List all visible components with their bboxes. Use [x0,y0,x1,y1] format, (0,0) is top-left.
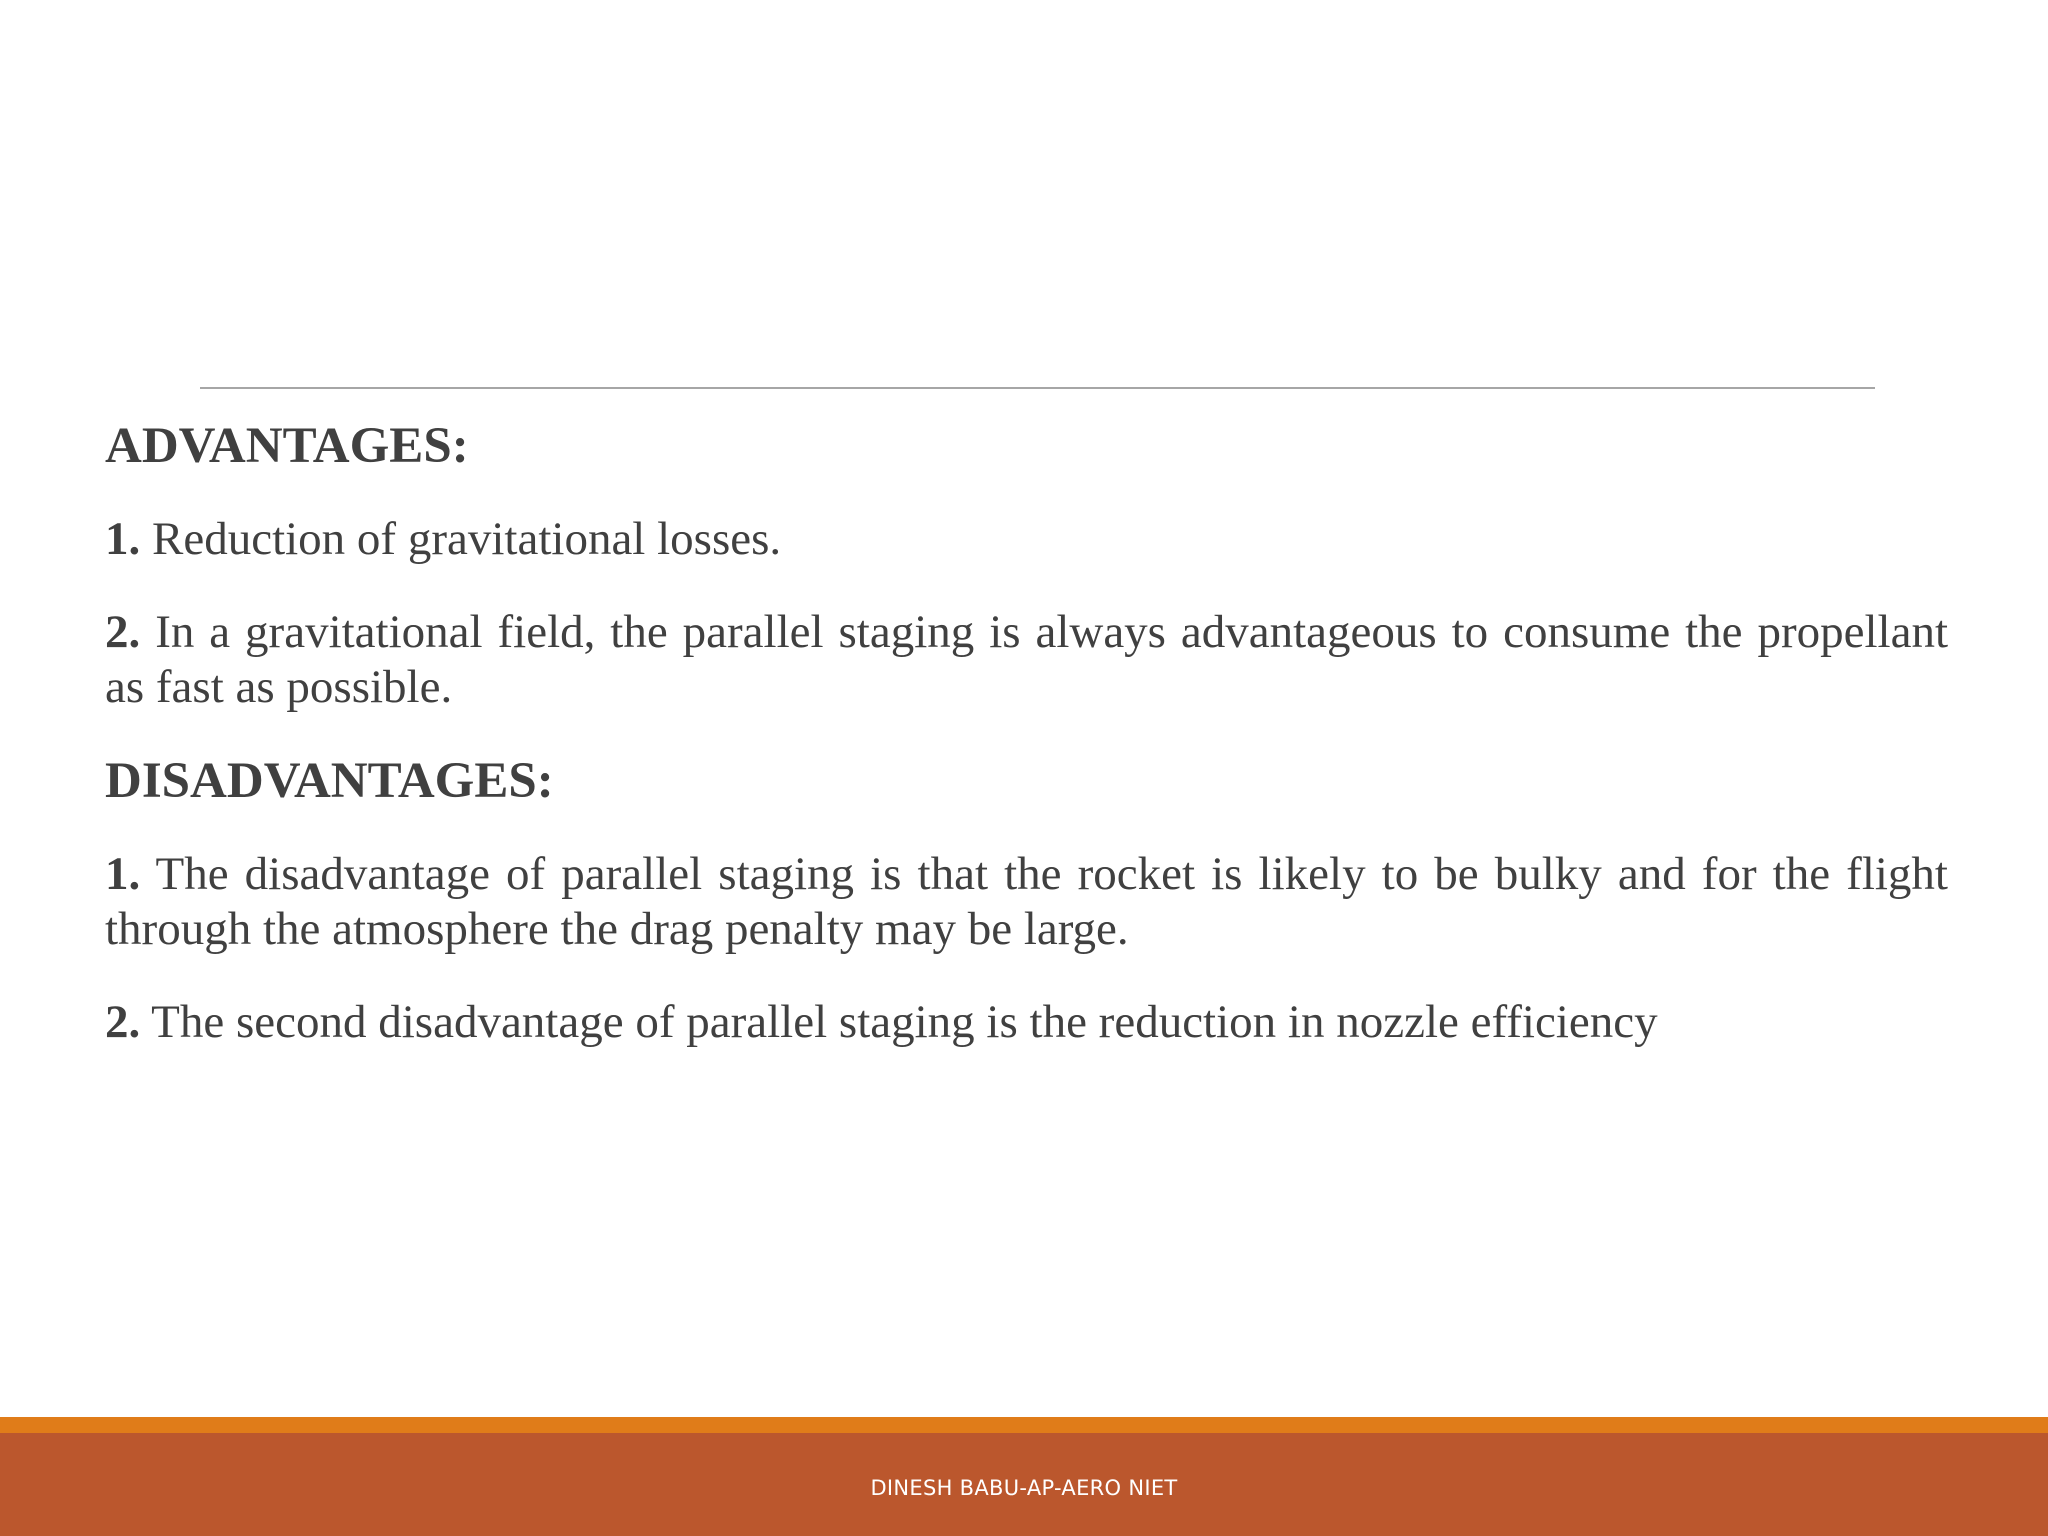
disadvantage-item-2-text: The second disadvantage of parallel staging is the reduction in nozzle efficiency [151,996,1658,1049]
disadvantage-item-1-number: 1. [105,848,141,901]
advantage-item-2 [105,605,1948,715]
footer-author-text: DINESH BABU-AP-AERO NIET [870,1476,1178,1500]
advantage-item-2-number: 2. [105,606,141,659]
disadvantage-item-2-number: 2. [105,996,141,1049]
advantage-item-2-text: In a gravitational field, the parallel staging is always advantageous to consume the propellant as fast as possible. [105,606,1949,714]
advantage-item-1-text: Reduction of gravitational losses. [152,513,782,566]
advantage-item-1 [105,512,1948,567]
footer-band [0,1433,2048,1536]
disadvantage-item-1-text: The disadvantage of parallel staging is that the rocket is likely to be bulky and for the flight through the atmosphere the drag penalty may be large. [105,848,1948,956]
disadvantages-heading: DISADVANTAGES: [105,753,554,810]
advantage-item-1-number: 1. [105,513,141,566]
disadvantage-item-2 [105,995,1948,1050]
footer-accent-stripe [0,1417,2048,1433]
advantages-heading: ADVANTAGES: [105,418,469,474]
disadvantage-item-1 [105,847,1948,957]
title-divider-line [200,387,1875,389]
slide-body [105,418,1948,1088]
